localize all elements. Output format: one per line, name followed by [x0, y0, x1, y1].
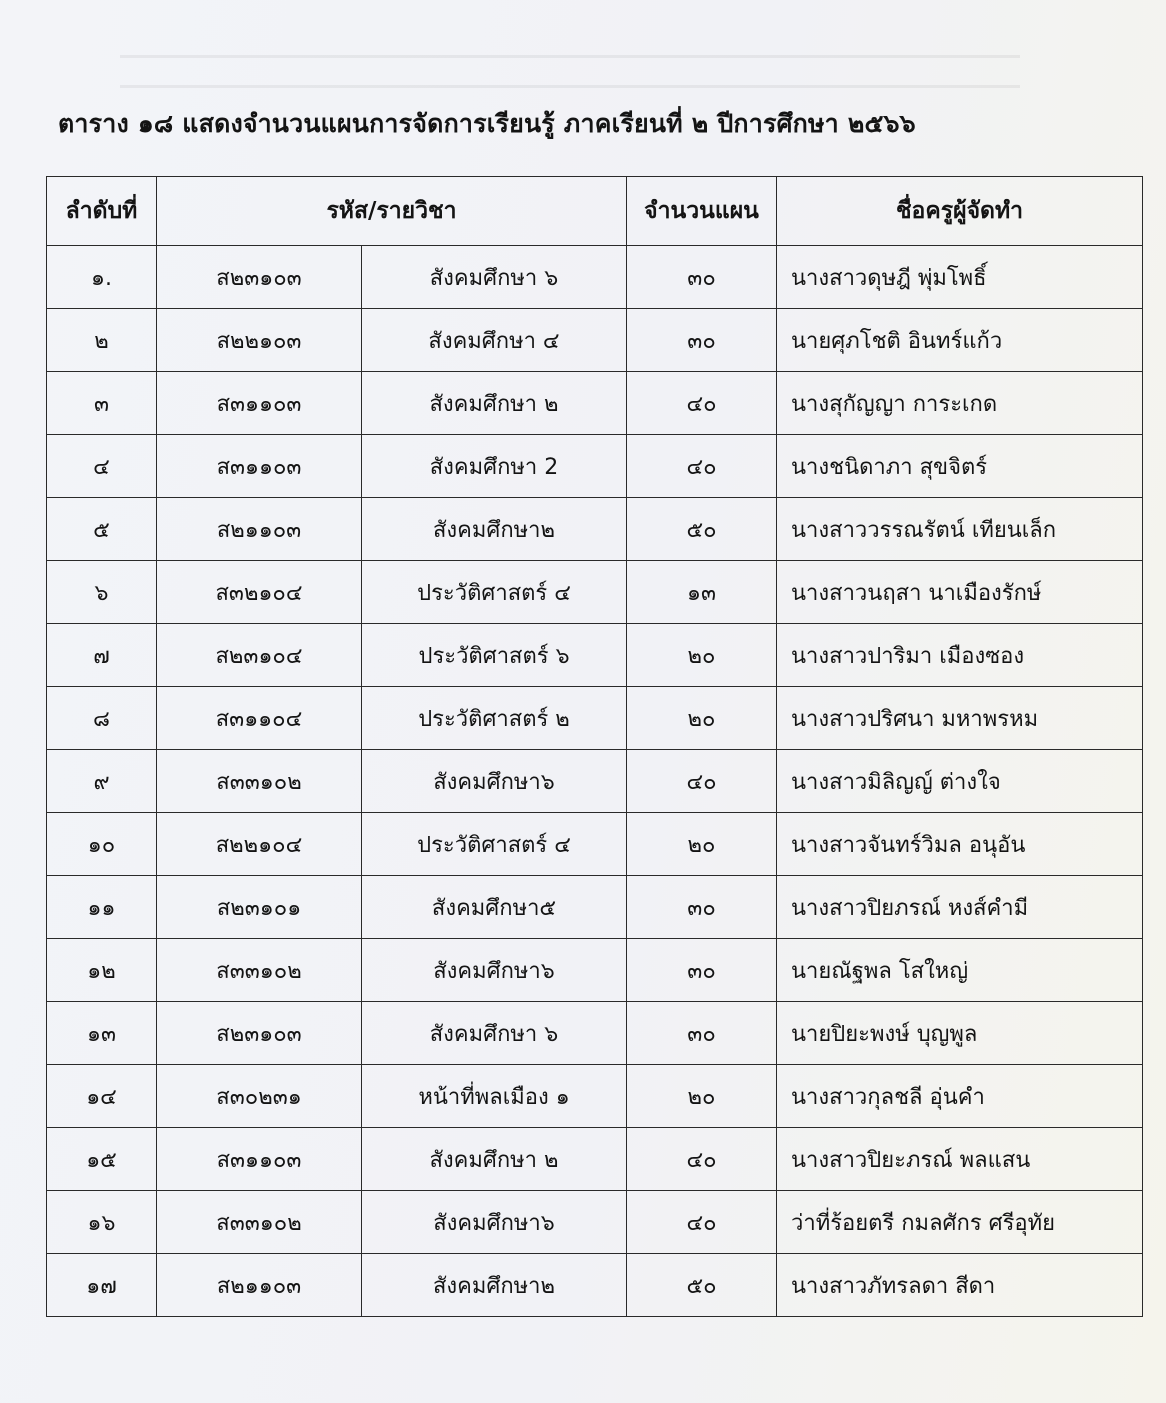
subject-code: ส๓๑๑๐๓ — [157, 1128, 362, 1191]
subject-name: สังคมศึกษา ๖ — [362, 1002, 627, 1065]
row-no: ๕ — [47, 498, 157, 561]
plan-count: ๔๐ — [627, 750, 777, 813]
row-no: ๒ — [47, 309, 157, 372]
row-no: ๔ — [47, 435, 157, 498]
subject-code: ส๓๑๑๐๔ — [157, 687, 362, 750]
subject-name: สังคมศึกษา๖ — [362, 750, 627, 813]
subject-code: ส๒๓๑๐๓ — [157, 246, 362, 309]
row-no: ๙ — [47, 750, 157, 813]
subject-name: สังคมศึกษา๒ — [362, 1254, 627, 1317]
plan-count: ๔๐ — [627, 1128, 777, 1191]
table-row — [47, 624, 1143, 687]
teacher-name: นางสาวดุษฎี พุ่มโพธิ์ — [777, 246, 1143, 309]
table-row — [47, 246, 1143, 309]
subject-name: สังคมศึกษา๖ — [362, 1191, 627, 1254]
subject-code: ส๓๑๑๐๓ — [157, 372, 362, 435]
subject-code: ส๓๒๑๐๔ — [157, 561, 362, 624]
table-row — [47, 372, 1143, 435]
teacher-name: นางสาวปิยภรณ์ หงส์คำมี — [777, 876, 1143, 939]
header-subject: รหัส/รายวิชา — [157, 177, 627, 246]
teacher-name: นายปิยะพงษ์ บุญพูล — [777, 1002, 1143, 1065]
subject-name: ประวัติศาสตร์ ๔ — [362, 561, 627, 624]
teacher-name: นางสาวกุลชลี อุ่นคำ — [777, 1065, 1143, 1128]
teacher-name: นายศุภโชติ อินทร์แก้ว — [777, 309, 1143, 372]
lesson-plan-table — [46, 176, 1143, 1317]
subject-code: ส๒๓๑๐๓ — [157, 1002, 362, 1065]
plan-count: ๓๐ — [627, 1002, 777, 1065]
header-no: ลำดับที่ — [47, 177, 157, 246]
row-no: ๑. — [47, 246, 157, 309]
teacher-name: นางสาวปาริมา เมืองซอง — [777, 624, 1143, 687]
plan-count: ๒๐ — [627, 624, 777, 687]
teacher-name: ว่าที่ร้อยตรี กมลศักร ศรีอุทัย — [777, 1191, 1143, 1254]
teacher-name: นางสาวนฤสา นาเมืองรักษ์ — [777, 561, 1143, 624]
subject-code: ส๒๓๑๐๑ — [157, 876, 362, 939]
subject-name: ประวัติศาสตร์ ๖ — [362, 624, 627, 687]
subject-code: ส๒๒๑๐๓ — [157, 309, 362, 372]
subject-name: สังคมศึกษา ๔ — [362, 309, 627, 372]
plan-count: ๓๐ — [627, 246, 777, 309]
table-row — [47, 561, 1143, 624]
subject-code: ส๓๐๒๓๑ — [157, 1065, 362, 1128]
row-no: ๖ — [47, 561, 157, 624]
subject-code: ส๒๑๑๐๓ — [157, 498, 362, 561]
subject-name: ประวัติศาสตร์ ๔ — [362, 813, 627, 876]
row-no: ๑๕ — [47, 1128, 157, 1191]
subject-code: ส๒๓๑๐๔ — [157, 624, 362, 687]
teacher-name: นางสาวปริศนา มหาพรหม — [777, 687, 1143, 750]
subject-code: ส๓๓๑๐๒ — [157, 750, 362, 813]
teacher-name: นางสาวมิลิญญ์ ต่างใจ — [777, 750, 1143, 813]
row-no: ๑๗ — [47, 1254, 157, 1317]
table-row — [47, 687, 1143, 750]
table-row — [47, 1254, 1143, 1317]
teacher-name: นางสุกัญญา การะเกด — [777, 372, 1143, 435]
plan-count: ๕๐ — [627, 498, 777, 561]
plan-count: ๕๐ — [627, 1254, 777, 1317]
plan-count: ๔๐ — [627, 372, 777, 435]
teacher-name: นางสาวจันทร์วิมล อนุอัน — [777, 813, 1143, 876]
subject-name: สังคมศึกษา ๒ — [362, 1128, 627, 1191]
subject-name: ประวัติศาสตร์ ๒ — [362, 687, 627, 750]
subject-code: ส๓๓๑๐๒ — [157, 1191, 362, 1254]
subject-code: ส๓๓๑๐๒ — [157, 939, 362, 1002]
subject-name: สังคมศึกษา ๖ — [362, 246, 627, 309]
row-no: ๑๔ — [47, 1065, 157, 1128]
row-no: ๗ — [47, 624, 157, 687]
subject-name: สังคมศึกษา๖ — [362, 939, 627, 1002]
row-no: ๓ — [47, 372, 157, 435]
plan-count: ๓๐ — [627, 309, 777, 372]
teacher-name: นางสาววรรณรัตน์ เทียนเล็ก — [777, 498, 1143, 561]
table-row — [47, 876, 1143, 939]
subject-code: ส๒๑๑๐๓ — [157, 1254, 362, 1317]
teacher-name: นางสาวภัทรลดา สีดา — [777, 1254, 1143, 1317]
plan-count: ๓๐ — [627, 876, 777, 939]
plan-count: ๔๐ — [627, 435, 777, 498]
subject-name: หน้าที่พลเมือง ๑ — [362, 1065, 627, 1128]
plan-count: ๓๐ — [627, 939, 777, 1002]
table-row — [47, 498, 1143, 561]
subject-code: ส๒๒๑๐๔ — [157, 813, 362, 876]
table-row — [47, 1065, 1143, 1128]
subject-name: สังคมศึกษา ๒ — [362, 372, 627, 435]
table-row — [47, 309, 1143, 372]
subject-name: สังคมศึกษา 2 — [362, 435, 627, 498]
table-row — [47, 813, 1143, 876]
table-row — [47, 435, 1143, 498]
row-no: ๑๖ — [47, 1191, 157, 1254]
table-row — [47, 939, 1143, 1002]
plan-count: ๒๐ — [627, 813, 777, 876]
row-no: ๑๒ — [47, 939, 157, 1002]
show-through-text — [120, 28, 1020, 88]
header-teacher: ชื่อครูผู้จัดทำ — [777, 177, 1143, 246]
table-row — [47, 1002, 1143, 1065]
row-no: ๑๓ — [47, 1002, 157, 1065]
plan-count: ๑๓ — [627, 561, 777, 624]
row-no: ๑๑ — [47, 876, 157, 939]
plan-count: ๒๐ — [627, 1065, 777, 1128]
subject-name: สังคมศึกษา๕ — [362, 876, 627, 939]
table-row — [47, 1128, 1143, 1191]
plan-count: ๔๐ — [627, 1191, 777, 1254]
table-row — [47, 1191, 1143, 1254]
teacher-name: นางชนิดาภา สุขจิตร์ — [777, 435, 1143, 498]
subject-name: สังคมศึกษา๒ — [362, 498, 627, 561]
subject-code: ส๓๑๑๐๓ — [157, 435, 362, 498]
row-no: ๘ — [47, 687, 157, 750]
table-row — [47, 750, 1143, 813]
teacher-name: นายณัฐพล โสใหญ่ — [777, 939, 1143, 1002]
table-header-row — [47, 177, 1143, 246]
header-plans: จำนวนแผน — [627, 177, 777, 246]
table-caption: ตาราง ๑๘ แสดงจำนวนแผนการจัดการเรียนรู้ ภาคเรียนที่ ๒ ปีการศึกษา ๒๕๖๖ — [58, 109, 916, 138]
row-no: ๑๐ — [47, 813, 157, 876]
plan-count: ๒๐ — [627, 687, 777, 750]
teacher-name: นางสาวปิยะภรณ์ พลแสน — [777, 1128, 1143, 1191]
